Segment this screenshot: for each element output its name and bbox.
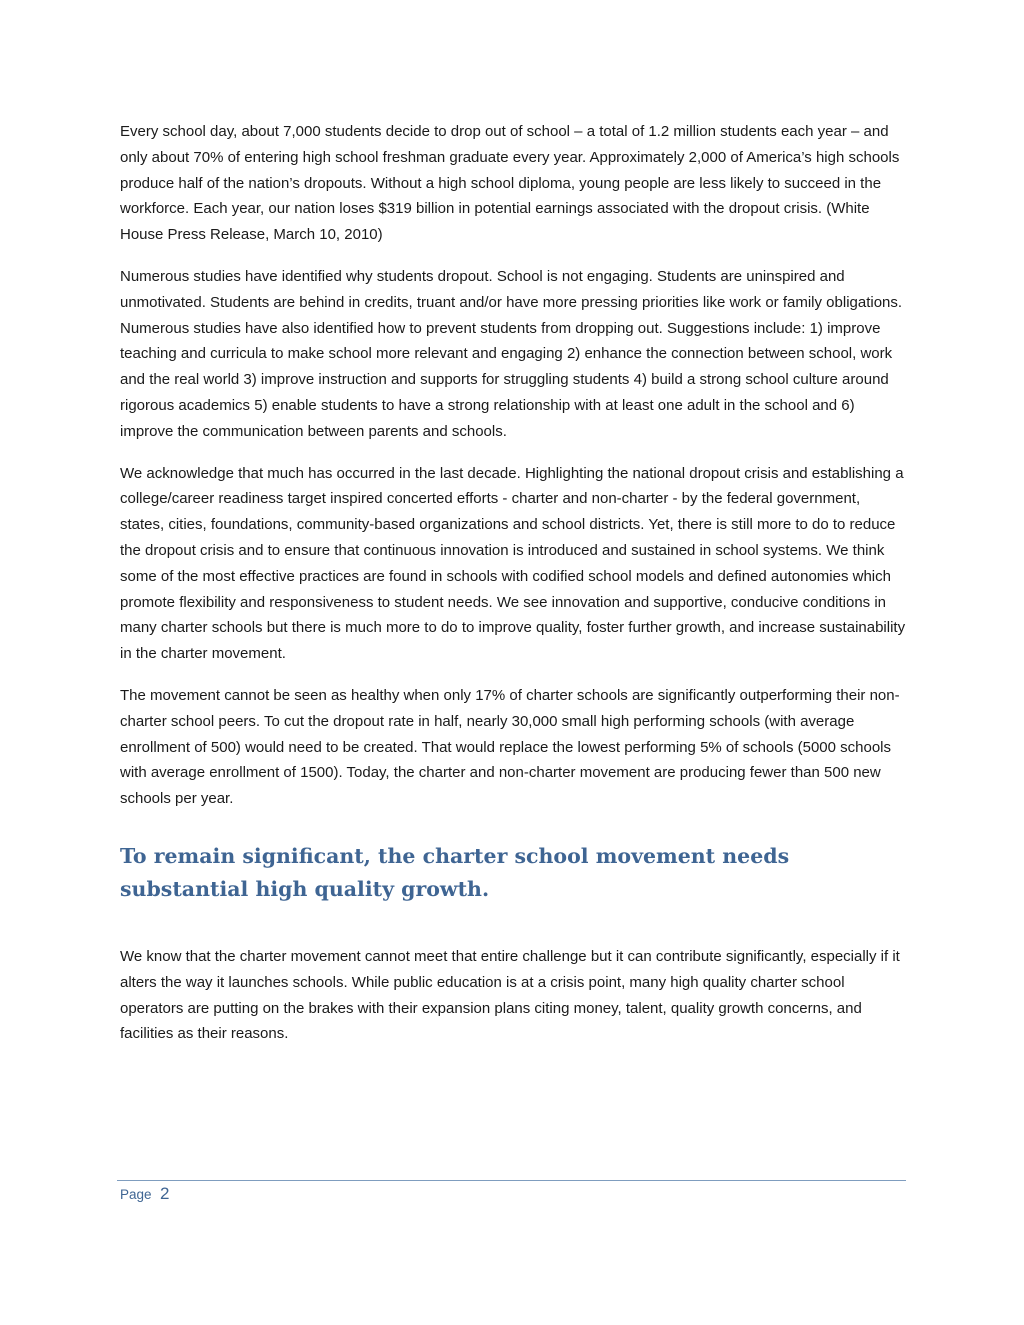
page-footer [120, 1184, 169, 1204]
paragraph-movement-health: The movement cannot be seen as healthy when only 17% of charter schools are significantly outperforming their non-charter school peers. To cut the dropout rate in half, nearly 30,000 small high performing schools (with average enrollment of 500) would need to be created. That would replace the lowest performing 5% of schools (5000 schools with average enrollment of 1500). Today, the charter and non-charter movement are producing fewer than 500 new schools per year. [120, 686, 900, 808]
paragraph-charter-challenge: We know that the charter movement cannot meet that entire challenge but it can contribute significantly, especially if it alters the way it launches schools. While public education is at a crisis point, many high quality charter school operators are putting on the brakes with their expansion plans citing money, talent, quality growth concerns, and facilities as their reasons. [120, 947, 900, 1043]
page-label: Page [120, 1187, 152, 1202]
page-number: 2 [159, 1184, 170, 1203]
section-heading: To remain significant, the charter school movement needs substantial high quality growth. [120, 843, 790, 901]
paragraph-dropout-causes: Numerous studies have identified why students dropout. School is not engaging. Students are uninspired and unmotivated. Students are behind in credits, truant and/or have more pressing priorities like work or family obligations. Numerous studies have also identified how to prevent students from dropping out. Suggestions include: 1) improve teaching and curricula to make school more relevant and engaging 2) enhance the connection between school, work and the real world 3) improve instruction and supports for struggling students 4) build a strong school culture around rigorous academics 5) enable students to have a strong relationship with at least one adult in the school and 6) improve the communication between parents and schools. [120, 267, 903, 440]
paragraph-last-decade: We acknowledge that much has occurred in the last decade. Highlighting the national dropout crisis and establishing a college/career readiness target inspired concerted efforts - charter and non-charter - by the federal government, states, cities, foundations, community-based organizations and school districts. Yet, there is still more to do to reduce the dropout crisis and to ensure that continuous innovation is introduced and sustained in school systems. We think some of the most effective practices are found in schools with codified school models and defined autonomies which promote flexibility and responsiveness to student needs. We see innovation and supportive, conducive conditions in many charter schools but there is much more to do to improve quality, foster further growth, and increase sustainability in the charter movement. [120, 464, 906, 663]
paragraph-dropout-statistics: Every school day, about 7,000 students decide to drop out of school – a total of 1.2 million students each year – and only about 70% of entering high school freshman graduate every year. Approximately 2,000 of America’s high schools produce half of the nation’s dropouts. Without a high school diploma, young people are less likely to succeed in the workforce. Each year, our nation loses $319 billion in potential earnings associated with the dropout crisis. (White House Press Release, March 10, 2010) [120, 123, 900, 244]
footer-divider [117, 1180, 906, 1181]
page-body [120, 119, 906, 1063]
